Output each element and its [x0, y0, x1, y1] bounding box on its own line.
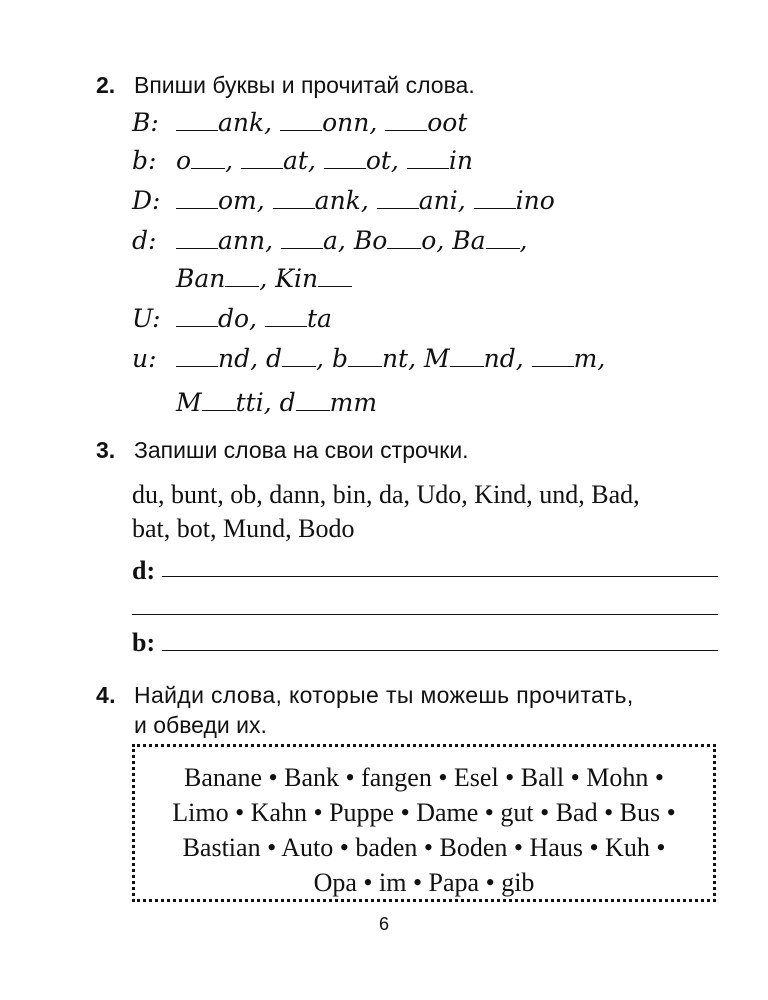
exercise-2-instruction: Впиши буквы и прочитай слова. — [134, 72, 475, 98]
word-suffix: onn, — [322, 108, 378, 137]
letter-blank[interactable] — [176, 207, 218, 209]
letter-blank[interactable] — [407, 167, 449, 169]
word-suffix: ank, — [314, 186, 369, 215]
word-suffix: ani, — [418, 186, 466, 215]
word-suffix: mm — [329, 388, 378, 417]
fill-row — [132, 226, 527, 256]
exercise-4-title — [96, 682, 634, 709]
word-suffix: nd, — [483, 344, 524, 373]
box-line-2: Limo • Kahn • Puppe • Dame • gut • Bad • Bus • — [172, 798, 676, 827]
word-prefix: d — [279, 388, 296, 417]
write-label-b: b: — [132, 628, 156, 657]
word-suffix: ta — [306, 304, 332, 333]
letter-blank[interactable] — [265, 325, 307, 327]
row-letter: b: — [132, 146, 157, 175]
box-line-3: Bastian • Auto • baden • Boden • Haus • Kuh • — [182, 833, 666, 862]
letter-blank[interactable] — [225, 285, 259, 287]
letter-blank[interactable] — [176, 365, 218, 367]
word-prefix: M — [424, 344, 450, 373]
letter-blank[interactable] — [176, 129, 218, 131]
letter-blank[interactable] — [348, 365, 382, 367]
word-prefix: M — [176, 388, 202, 417]
letter-blank[interactable] — [280, 129, 322, 131]
letter-blank[interactable] — [385, 129, 427, 131]
letter-blank[interactable] — [377, 207, 419, 209]
write-label-d: d: — [132, 556, 156, 585]
letter-blank[interactable] — [191, 167, 225, 169]
exercise-2-title — [96, 72, 475, 99]
letter-blank[interactable] — [486, 247, 520, 249]
word-suffix: om, — [218, 186, 265, 215]
exercise-4-number: 4. — [96, 682, 116, 708]
fill-row — [132, 186, 555, 216]
word-suffix: in — [448, 146, 473, 175]
row-letter: u: — [132, 344, 157, 373]
word-suffix: a, — [323, 226, 346, 255]
letter-blank[interactable] — [273, 207, 315, 209]
fill-row — [132, 304, 332, 334]
fill-row — [132, 108, 467, 138]
letter-blank[interactable] — [176, 247, 218, 249]
write-line-extra[interactable] — [132, 614, 718, 615]
letter-blank[interactable] — [474, 207, 516, 209]
write-line-d[interactable] — [162, 576, 718, 577]
letter-blank[interactable] — [387, 247, 421, 249]
word-prefix: Ba — [452, 226, 486, 255]
word-suffix: tti, — [235, 388, 272, 417]
word-suffix: ot, — [365, 146, 399, 175]
word-suffix: ino — [515, 186, 555, 215]
letter-blank[interactable] — [202, 409, 236, 411]
letter-blank[interactable] — [282, 365, 316, 367]
letter-blank[interactable] — [281, 247, 323, 249]
word-suffix: o, — [421, 226, 445, 255]
letter-blank[interactable] — [296, 409, 330, 411]
box-line-4: Opa • im • Papa • gib — [313, 868, 535, 897]
exercise-3-title — [96, 437, 469, 464]
word-search-box — [132, 744, 716, 902]
word-list-line-2: bat, bot, Mund, Bodo — [132, 514, 355, 543]
word-list-line-1: du, bunt, ob, dann, bin, da, Udo, Kind, und, Bad, — [132, 480, 640, 509]
word-prefix: o — [176, 146, 192, 175]
letter-blank[interactable] — [241, 167, 283, 169]
row-letter: B: — [132, 108, 159, 137]
word-suffix: oot — [427, 108, 468, 137]
exercise-2-number: 2. — [96, 72, 116, 98]
fill-row — [176, 388, 377, 418]
letter-blank[interactable] — [318, 285, 352, 287]
exercise-4-instruction-line-2: и обведи их. — [134, 712, 267, 738]
page-number: 6 — [378, 914, 389, 934]
row-letter: U: — [132, 304, 161, 333]
word-suffix: do, — [218, 304, 258, 333]
word-prefix: Bo — [353, 226, 388, 255]
word-suffix: at, — [282, 146, 316, 175]
row-letter: d: — [132, 226, 157, 255]
word-suffix: , — [259, 264, 268, 293]
row-letter: D: — [132, 186, 161, 215]
word-suffix: , — [225, 146, 234, 175]
exercise-3-instruction: Запиши слова на свои строчки. — [134, 437, 469, 463]
letter-blank[interactable] — [324, 167, 366, 169]
write-line-b[interactable] — [162, 650, 718, 651]
word-suffix: ann, — [218, 226, 274, 255]
exercise-3-number: 3. — [96, 437, 116, 463]
fill-row — [176, 264, 352, 294]
letter-blank[interactable] — [532, 365, 574, 367]
fill-row — [132, 146, 473, 176]
word-suffix: nd, — [218, 344, 259, 373]
word-suffix: , — [519, 226, 528, 255]
word-suffix: nt, — [381, 344, 417, 373]
exercise-4-instruction-line-1: Найди слова, которые ты можешь прочитать, — [134, 682, 634, 708]
word-prefix: Ban — [176, 264, 226, 293]
box-line-1: Banane • Bank • fangen • Esel • Ball • Mohn • — [184, 763, 664, 792]
word-prefix: d — [266, 344, 283, 373]
fill-row — [132, 344, 605, 374]
word-suffix: ank, — [218, 108, 273, 137]
word-suffix: , — [316, 344, 324, 373]
word-suffix: m, — [573, 344, 606, 373]
letter-blank[interactable] — [450, 365, 484, 367]
word-prefix: b — [331, 344, 348, 373]
word-prefix: Kin — [275, 264, 319, 293]
letter-blank[interactable] — [176, 325, 218, 327]
